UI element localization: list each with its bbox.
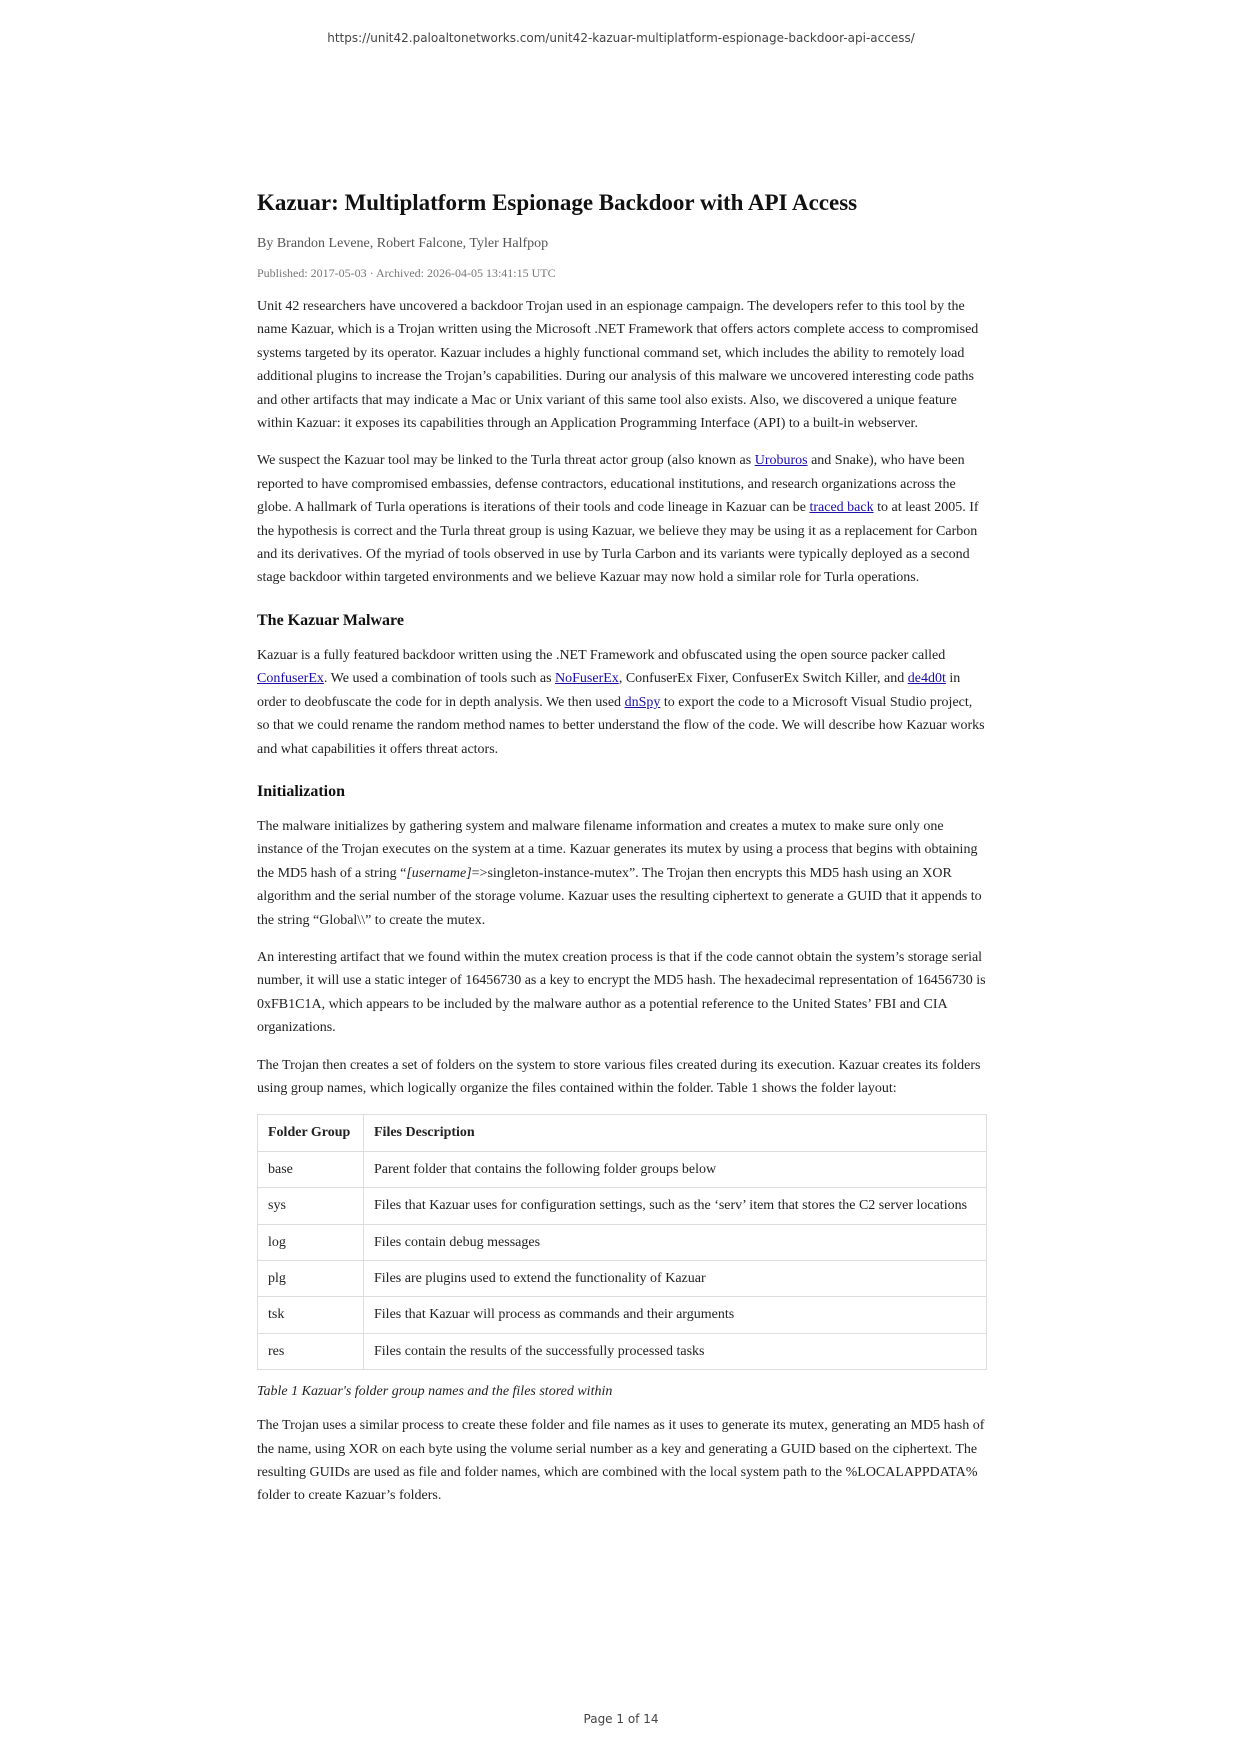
table-cell: sys	[258, 1188, 364, 1224]
de4d0t-link[interactable]: de4d0t	[907, 671, 946, 687]
table-header-row	[258, 1115, 987, 1151]
text-segment: to at least 2005. If the hypothesis is correct and the Turla threat group is using Kazuar, we believe they may be using it as a replacement for Carbon and its derivatives. Of the myriad of tools observed in use by Turla Carbon and its variants were typically deployed as a second stage backdoor within targeted environments and we believe Kazuar may now hold a similar role for Turla operations.	[257, 500, 979, 586]
table-cell: plg	[258, 1261, 364, 1297]
table-row	[258, 1224, 987, 1260]
table-cell: base	[258, 1151, 364, 1187]
table-cell: res	[258, 1333, 364, 1369]
table-row	[258, 1333, 987, 1369]
text-segment: in order to deobfuscate the code for in depth analysis. We then used	[257, 671, 961, 710]
section-heading-initialization: Initialization	[257, 782, 346, 800]
nofuserex-link[interactable]: NoFuserEx	[555, 671, 619, 687]
table-cell: Files that Kazuar will process as commands and their arguments	[364, 1297, 987, 1333]
article-title: Kazuar: Multiplatform Espionage Backdoor with API Access	[257, 190, 858, 215]
text-segment: and Snake), who have been reported to have compromised embassies, defense contractors, educational institutions, and research organizations across the globe. A hallmark of Turla operations is iterations of their tools and code lineage in Kazuar can be	[257, 453, 965, 516]
traced-back-link[interactable]: traced back	[809, 500, 874, 516]
paragraph-intro: Unit 42 researchers have uncovered a backdoor Trojan used in an espionage campaign. The developers refer to this tool by the name Kazuar, which is a Trojan written using the Microsoft .NET Framework that offers actors complete access to compromised systems targeted by its operator. Kazuar includes a highly functional command set, which includes the ability to remotely load additional plugins to increase the Trojan’s capabilities. During our analysis of this malware we uncovered interesting code paths and other artifacts that may indicate a Mac or Unix variant of this same tool also exists. Also, we discovered a unique feature within Kazuar: it exposes its capabilities through an Application Programming Interface (API) to a built-in webserver.	[257, 299, 979, 432]
paragraph-folders: The Trojan then creates a set of folders on the system to store various files created during its execution. Kazuar creates its folders using group names, which logically organize the files contained within the folder. Table 1 shows the folder layout:	[257, 1057, 981, 1096]
table-cell: log	[258, 1224, 364, 1260]
article	[257, 190, 987, 1522]
page-number: Page 1 of 14	[583, 1712, 659, 1726]
paragraph-turla	[257, 449, 987, 589]
table-row	[258, 1151, 987, 1187]
table-caption: Table 1 Kazuar's folder group names and the files stored within	[257, 1384, 613, 1400]
folder-table	[257, 1114, 987, 1370]
paragraph-mutex	[257, 815, 987, 932]
table-row	[258, 1261, 987, 1297]
text-segment: to export the code to a Microsoft Visual Studio project, so that we could rename the random method names to better understand the flow of the code. We will describe how Kazuar works and what capabilities it offers threat actors.	[257, 694, 985, 757]
table-row	[258, 1297, 987, 1333]
table-cell: Files contain debug messages	[364, 1224, 987, 1260]
text-segment: Kazuar is a fully featured backdoor written using the .NET Framework and obfuscated using the open source packer called	[257, 647, 946, 663]
text-segment: =>singleton-instance-mutex”. The Trojan then encrypts this MD5 hash using an XOR algorithm and the serial number of the storage volume. Kazuar uses the resulting ciphertext to generate a GUID that it appends to the string “Global\\” to create the mutex.	[257, 865, 982, 928]
table-cell: Files that Kazuar uses for configuration settings, such as the ‘serv’ item that stores the C2 server locations	[364, 1188, 987, 1224]
text-segment: We suspect the Kazuar tool may be linked to the Turla threat actor group (also known as	[257, 453, 755, 469]
paragraph-artifact: An interesting artifact that we found within the mutex creation process is that if the code cannot obtain the system’s storage serial number, it will use a static integer of 16456730 as a key to encrypt the MD5 hash. The hexadecimal representation of 16456730 is 0xFB1C1A, which appears to be included by the malware author as a potential reference to the United States’ FBI and CIA organizations.	[257, 949, 986, 1036]
text-emphasis: [username]	[406, 865, 472, 881]
dnspy-link[interactable]: dnSpy	[624, 694, 661, 710]
table-cell: Files contain the results of the successfully processed tasks	[364, 1333, 987, 1369]
source-url: https://unit42.paloaltonetworks.com/unit42-kazuar-multiplatform-espionage-backdoor-api-access/	[327, 31, 915, 45]
paragraph-malware	[257, 644, 987, 761]
text-segment: , ConfuserEx Fixer, ConfuserEx Switch Killer, and	[618, 671, 908, 687]
text-segment: The malware initializes by gathering system and malware filename information and creates a mutex to make sure only one instance of the Trojan executes on the system at a time. Kazuar generates its mutex by using a process that begins with obtaining the MD5 hash of a string “	[257, 818, 978, 881]
paragraph-guids: The Trojan uses a similar process to create these folder and file names as it uses to generate its mutex, generating an MD5 hash of the name, using XOR on each byte using the volume serial number as a key and generating a GUID based on the ciphertext. The resulting GUIDs are used as file and folder names, which are combined with the local system path to the %LOCALAPPDATA% folder to create Kazuar’s folders.	[257, 1418, 985, 1504]
article-byline: By Brandon Levene, Robert Falcone, Tyler Halfpop	[257, 236, 549, 251]
text-segment: . We used a combination of tools such as	[323, 671, 556, 687]
article-meta: Published: 2017-05-03 · Archived: 2026-04-05 13:41:15 UTC	[257, 266, 556, 280]
confuserex-link[interactable]: ConfuserEx	[257, 671, 324, 687]
table-row	[258, 1188, 987, 1224]
column-header: Folder Group	[258, 1115, 364, 1151]
section-heading-malware: The Kazuar Malware	[257, 611, 404, 629]
column-header: Files Description	[364, 1115, 987, 1151]
uroburos-link[interactable]: Uroburos	[754, 453, 808, 469]
table-cell: Files are plugins used to extend the functionality of Kazuar	[364, 1261, 987, 1297]
table-cell: tsk	[258, 1297, 364, 1333]
table-cell: Parent folder that contains the following folder groups below	[364, 1151, 987, 1187]
